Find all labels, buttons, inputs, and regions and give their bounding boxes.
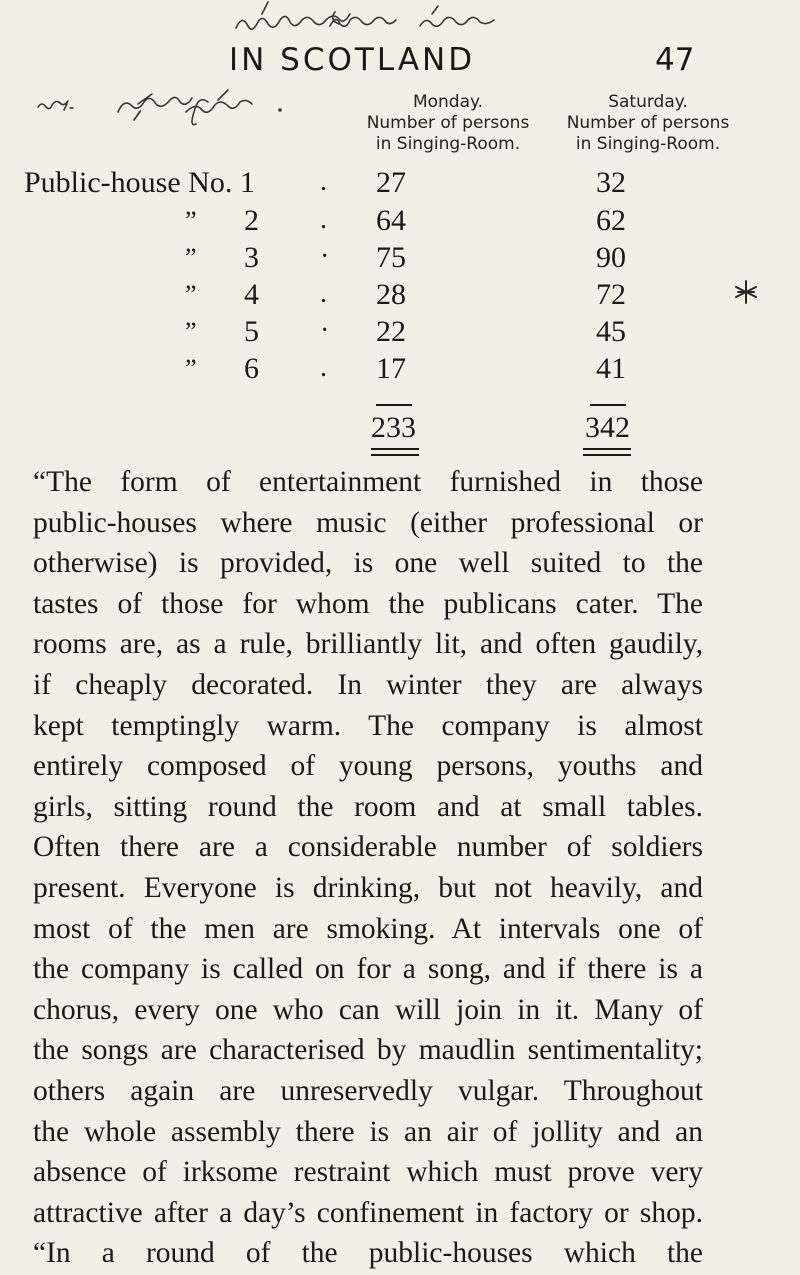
monday-value: 64	[376, 204, 406, 237]
text-line: present. Everyone is drinking, but not heavily, and	[33, 871, 703, 904]
leader-dot: .	[320, 166, 327, 197]
column-description-line: Number of persons	[366, 113, 530, 133]
double-underline	[371, 448, 419, 456]
text-line: “In a round of the public-houses which the	[33, 1237, 703, 1270]
monday-column-header	[353, 92, 543, 155]
monday-value: 27	[376, 166, 406, 199]
row-number: 3	[244, 241, 259, 274]
text-line: attractive after a day’s confinement in factory or shop.	[33, 1196, 703, 1229]
row-label-text: Public-house No.	[24, 166, 233, 199]
text-line: tastes of those for whom the publicans cater. The	[33, 587, 703, 620]
body-text	[33, 462, 703, 1274]
text-line: the whole assembly there is an air of jollity and an	[33, 1115, 703, 1148]
ditto-mark: ”	[185, 354, 197, 383]
text-line: otherwise) is provided, is one well suited to the	[33, 547, 703, 580]
ditto-mark: ”	[185, 206, 197, 235]
double-underline	[583, 448, 631, 456]
column-description-line: in Singing-Room.	[575, 134, 721, 154]
row-number: 2	[244, 204, 259, 237]
leader-dot: .	[320, 278, 327, 309]
text-line: others again are unreservedly vulgar. Throughout	[33, 1074, 703, 1107]
text-line: if cheaply decorated. In winter they are always	[33, 668, 703, 701]
ditto-mark: ”	[185, 317, 197, 346]
saturday-value: 72	[596, 278, 626, 311]
text-line: the songs are characterised by maudlin sentimentality;	[33, 1034, 703, 1067]
asterisk-mark	[732, 278, 760, 306]
sum-rule	[376, 404, 412, 406]
row-number: 5	[244, 315, 259, 348]
monday-value: 75	[376, 241, 406, 274]
leader-dot: .	[320, 204, 327, 235]
monday-value: 17	[376, 352, 406, 385]
page-header	[0, 42, 800, 82]
running-title: IN SCOTLAND	[229, 42, 476, 78]
sum-rule	[590, 404, 626, 406]
text-line: kept temptingly warm. The company is almost	[33, 709, 703, 742]
text-line: rooms are, as a rule, brilliantly lit, and often gaudily,	[33, 628, 703, 661]
column-description-line: in Singing-Room.	[375, 134, 521, 154]
text-line: public-houses where music (either professional or	[33, 506, 703, 539]
row-number: 1	[239, 166, 255, 199]
page-number: 47	[655, 42, 695, 78]
monday-value: 28	[376, 278, 406, 311]
ditto-mark: ”	[185, 280, 197, 309]
leader-dot: ·	[320, 241, 330, 272]
saturday-total: 342	[585, 411, 630, 444]
saturday-value: 41	[596, 352, 626, 385]
monday-value: 22	[376, 315, 406, 348]
monday-total: 233	[371, 411, 416, 444]
text-line: “The form of entertainment furnished in those	[33, 466, 703, 498]
saturday-column-header	[553, 92, 743, 155]
column-description-line: Number of persons	[566, 113, 730, 133]
saturday-value: 90	[596, 241, 626, 274]
saturday-value: 62	[596, 204, 626, 237]
text-line: most of the men are smoking. At intervals one of	[33, 912, 703, 945]
leader-dot: .	[320, 352, 327, 383]
column-day-label: Saturday.	[608, 92, 688, 112]
ditto-mark: ”	[185, 243, 197, 272]
saturday-value: 32	[596, 166, 626, 199]
text-line: entirely composed of young persons, youths and	[33, 750, 703, 783]
text-line: girls, sitting round the room and at small tables.	[33, 790, 703, 823]
text-line: Often there are a considerable number of soldiers	[33, 831, 703, 864]
text-line: absence of irksome restraint which must prove very	[33, 1156, 703, 1189]
row-number: 4	[244, 278, 259, 311]
text-line: chorus, every one who can will join in it. Many of	[33, 993, 703, 1026]
row-label-public-house	[24, 166, 255, 200]
column-day-label: Monday.	[412, 92, 484, 112]
row-number: 6	[244, 352, 259, 385]
saturday-value: 45	[596, 315, 626, 348]
text-line: the company is called on for a song, and if there is a	[33, 953, 703, 986]
leader-dot: ·	[320, 315, 330, 346]
